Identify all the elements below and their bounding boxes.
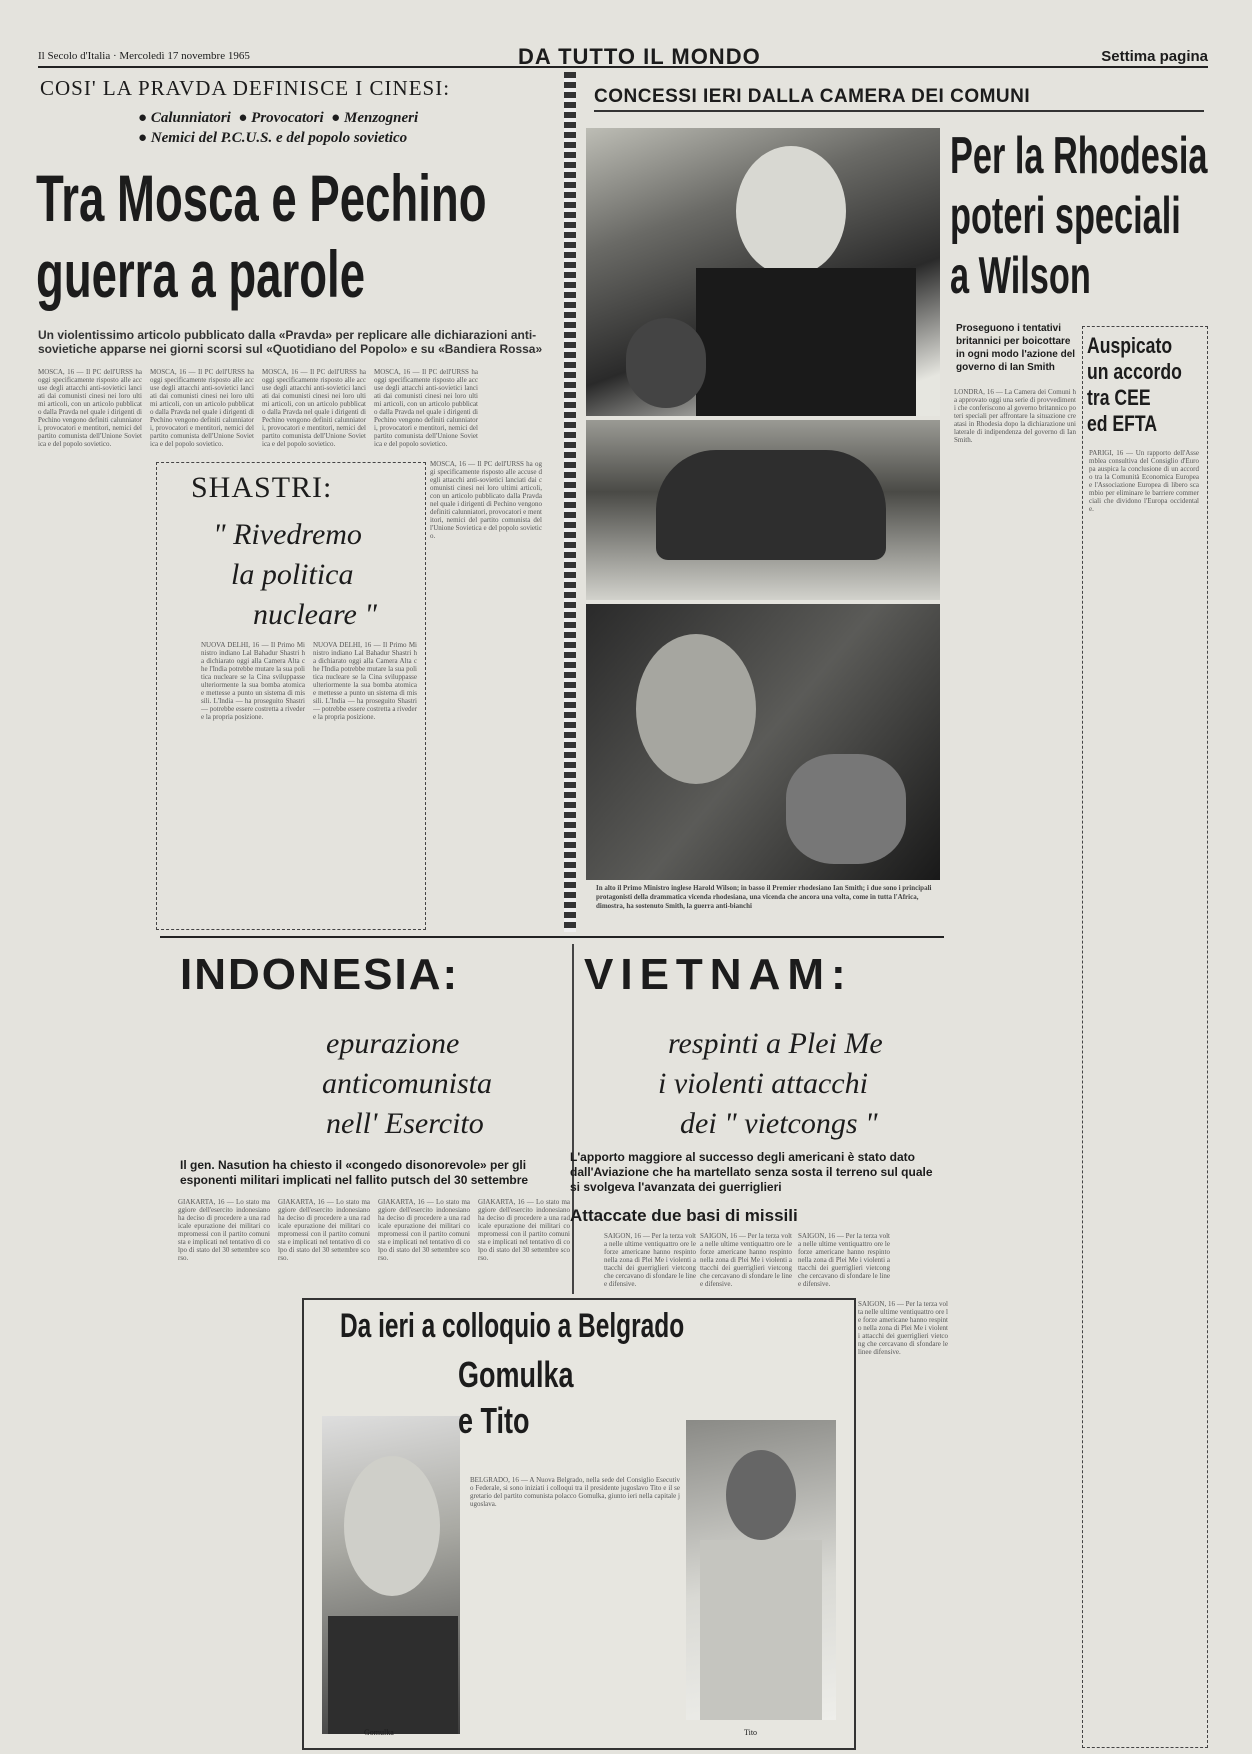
pravda-deck: Un violentissimo articolo pubblicato dalla «Pravda» per replicare alle dichiarazioni anti-sovietiche apparse nei giorni scorsi sul «Quotidiano del Popolo» e su «Bandiera Rossa» bbox=[38, 328, 543, 356]
shastri-quote bbox=[213, 515, 377, 635]
smith-face bbox=[636, 634, 756, 784]
indonesia-title: INDONESIA: bbox=[180, 950, 460, 999]
vietnam-body-col2: SAIGON, 16 — Per la terza volta nelle ultime ventiquattro ore le forze americane hanno respinto nella zona di Plei Me i violenti attacchi dei guerriglieri vietcong che cercavano di sfondare le linee difensive. bbox=[700, 1232, 792, 1288]
indonesia-body-col4: GIAKARTA, 16 — Lo stato maggiore dell'esercito indonesiano ha deciso di procedere a una radicale epurazione dei militari compromessi con il partito comunista e implicati nel tentativo di colpo di stato del 30 settembre scorso. bbox=[478, 1198, 570, 1262]
vietnam-sub-line1: respinti a Plei Me bbox=[668, 1027, 883, 1060]
pravda-bullet-3: Menzogneri bbox=[343, 110, 419, 126]
rhodesia-caption: In alto il Primo Ministro inglese Harold Wilson; in basso il Premier rhodesiano Ian Smith; i due sono i principali protagonisti della drammatica vicenda rhodesiana, una vicenda che ancora una volta, come in tutta l'Africa, dimostra, ha sostenuto Smith, la guerra anti-bianchi bbox=[596, 884, 932, 910]
vietnam-subhead-missili: Attaccate due basi di missili bbox=[570, 1206, 798, 1225]
tito-shirt bbox=[700, 1540, 822, 1720]
belgrado-body: BELGRADO, 16 — A Nuova Belgrado, nella sede del Consiglio Esecutivo Federale, si sono iniziati i colloqui tra il presidente jugoslavo Tito e il segretario del partito comunista polacco Gomulka, giunto ieri nella capitale jugoslava. bbox=[470, 1476, 680, 1508]
belgrado-headline: Da ieri a colloquio a Belgrado bbox=[340, 1307, 685, 1345]
column-divider bbox=[564, 72, 576, 932]
rhodesia-headline-line1: Per la Rhodesia bbox=[950, 127, 1208, 185]
gomulka-coat bbox=[328, 1616, 458, 1734]
rhodesia-kicker: CONCESSI IERI DALLA CAMERA DEI COMUNI bbox=[594, 86, 1204, 112]
smith-photo bbox=[586, 604, 940, 880]
car-shape bbox=[656, 450, 886, 560]
cee-headline-line4: ed EFTA bbox=[1087, 411, 1158, 436]
pravda-bullet-1: Calunniatori bbox=[150, 110, 231, 126]
pravda-bullet-4: Nemici del P.C.U.S. e del popolo sovietico bbox=[150, 130, 408, 146]
pravda-headline-line2: guerra a parole bbox=[36, 237, 366, 311]
cee-headline bbox=[1087, 333, 1211, 443]
tito-face bbox=[726, 1450, 796, 1540]
vietnam-subhead bbox=[658, 1024, 948, 1144]
pravda-body-col4: MOSCA, 16 — Il PC dell'URSS ha oggi specificamente risposto alle accuse degli attacchi anti-sovietici lanciati dai comunisti cinesi nei loro ultimi articoli, con un articolo pubblicato dalla Pravda nel quale i dirigenti di Pechino vengono definiti calunniatori, provocatori e mentitori, nemici del partito comunista dell'Unione Sovietica e del popolo sovietico. bbox=[374, 368, 478, 448]
shastri-quote-line2: la politica bbox=[231, 558, 354, 591]
cee-box bbox=[1082, 326, 1208, 1748]
gomulka-photo bbox=[322, 1416, 460, 1734]
bullet-icon: ● bbox=[138, 110, 148, 126]
bullet-icon: ● bbox=[138, 130, 148, 146]
bullet-icon: ● bbox=[238, 110, 248, 126]
pravda-bullets bbox=[138, 108, 558, 148]
vietnam-body-col4: SAIGON, 16 — Per la terza volta nelle ultime ventiquattro ore le forze americane hanno respinto nella zona di Plei Me i violenti attacchi dei guerriglieri vietcong che cercavano di sfondare le linee difensive. bbox=[858, 1300, 948, 1356]
indonesia-body-col3: GIAKARTA, 16 — Lo stato maggiore dell'esercito indonesiano ha deciso di procedere a una radicale epurazione dei militari compromessi con il partito comunista e implicati nel tentativo di colpo di stato del 30 settembre scorso. bbox=[378, 1198, 470, 1262]
pravda-bullet-2: Provocatori bbox=[251, 110, 324, 126]
gomulka-face bbox=[344, 1456, 440, 1596]
gomulka-caption: Gomulka bbox=[364, 1728, 394, 1737]
cee-headline-line2: un accordo bbox=[1087, 359, 1182, 384]
masthead bbox=[38, 44, 1208, 69]
belgrado-names bbox=[458, 1352, 658, 1472]
vietnam-divider bbox=[572, 944, 574, 1294]
vietnam-deck: L'apporto maggiore al successo degli americani è stato dato dall'Aviazione che ha martellato senza sosta il terreno sul quale si svolgeva l'avanzata dei guerriglieri bbox=[570, 1150, 933, 1194]
rhodesia-headline bbox=[950, 126, 1210, 316]
shastri-name: SHASTRI: bbox=[191, 471, 333, 504]
vietnam-sub-line2: i violenti attacchi bbox=[658, 1067, 868, 1100]
cee-headline-line3: tra CEE bbox=[1087, 385, 1151, 410]
pravda-headline-line1: Tra Mosca e Pechino bbox=[36, 161, 487, 235]
belgrado-box bbox=[302, 1298, 856, 1750]
belgrado-name2: e Tito bbox=[458, 1400, 530, 1441]
wilson-face bbox=[736, 146, 846, 276]
rhodesia-body: LONDRA, 16 — La Camera dei Comuni ha approvato oggi una serie di provvedimenti che conferiscono al governo britannico poteri speciali per affrontare la situazione creatasi in Rhodesia dopo la dichiarazione unilaterale di indipendenza del governo di Ian Smith. bbox=[954, 388, 1076, 444]
tito-photo bbox=[686, 1420, 836, 1720]
wilson-photo bbox=[586, 128, 940, 416]
pravda-headline bbox=[36, 160, 556, 320]
cee-headline-line1: Auspicato bbox=[1087, 333, 1173, 358]
cee-body: PARIGI, 16 — Un rapporto dell'Assemblea consultiva del Consiglio d'Europa auspica la conclusione di un accordo tra la Comunità Economica Europea e l'Associazione Europea di libero scambio per eliminare le barriere commerciali che dividono l'Europa occidentale. bbox=[1089, 449, 1199, 513]
crowd-figure bbox=[786, 754, 906, 864]
pravda-body-col3: MOSCA, 16 — Il PC dell'URSS ha oggi specificamente risposto alle accuse degli attacchi anti-sovietici lanciati dai comunisti cinesi nei loro ultimi articoli, con un articolo pubblicato dalla Pravda nel quale i dirigenti di Pechino vengono definiti calunniatori, provocatori e mentitori, nemici del partito comunista dell'Unione Sovietica e del popolo sovietico. bbox=[262, 368, 366, 448]
indonesia-sub-line2: anticomunista bbox=[322, 1067, 492, 1100]
rhodesia-headline-line3: a Wilson bbox=[950, 247, 1091, 305]
shastri-box bbox=[156, 462, 426, 930]
indonesia-subhead bbox=[322, 1024, 566, 1144]
pravda-body-col1: MOSCA, 16 — Il PC dell'URSS ha oggi specificamente risposto alle accuse degli attacchi anti-sovietici lanciati dai comunisti cinesi nei loro ultimi articoli, con un articolo pubblicato dalla Pravda nel quale i dirigenti di Pechino vengono definiti calunniatori, provocatori e mentitori, nemici del partito comunista dell'Unione Sovietica e del popolo sovietico. bbox=[38, 368, 142, 448]
pravda-kicker: COSI' LA PRAVDA DEFINISCE I CINESI: bbox=[40, 76, 451, 100]
rhodesia-headline-line2: poteri speciali bbox=[950, 187, 1181, 245]
indonesia-deck: Il gen. Nasution ha chiesto il «congedo disonorevole» per gli esponenti militari implicati nel fallito putsch del 30 settembre bbox=[180, 1158, 529, 1187]
vietnam-body-col1: SAIGON, 16 — Per la terza volta nelle ultime ventiquattro ore le forze americane hanno respinto nella zona di Plei Me i violenti attacchi dei guerriglieri vietcong che cercavano di sfondare le linee difensive. bbox=[604, 1232, 696, 1288]
bullet-icon: ● bbox=[331, 110, 341, 126]
vietnam-title: VIETNAM: bbox=[584, 950, 853, 999]
shastri-body-col1: NUOVA DELHI, 16 — Il Primo Ministro indiano Lal Bahadur Shastri ha dichiarato oggi alla Camera Alta che l'India potrebbe mutare la sua politica nucleare se la Cina sviluppasse ulteriormente la sua bomba atomica e mettesse a punto un sistema di missili. L'India — ha proseguito Shastri — potrebbe essere costretta a rivedere la propria posizione. bbox=[201, 641, 305, 721]
belgrado-headline-wrap bbox=[340, 1306, 860, 1346]
vietnam-sub-line3: dei " vietcongs " bbox=[680, 1107, 878, 1140]
tito-caption: Tito bbox=[744, 1728, 758, 1737]
indonesia-sub-line3: nell' Esercito bbox=[326, 1107, 484, 1140]
section-title: DA TUTTO IL MONDO bbox=[518, 44, 761, 69]
car-photo bbox=[586, 420, 940, 600]
microphones bbox=[626, 318, 706, 408]
indonesia-body-col1: GIAKARTA, 16 — Lo stato maggiore dell'esercito indonesiano ha deciso di procedere a una radicale epurazione dei militari compromessi con il partito comunista e implicati nel tentativo di colpo di stato del 30 settembre scorso. bbox=[178, 1198, 270, 1262]
vietnam-body-col3: SAIGON, 16 — Per la terza volta nelle ultime ventiquattro ore le forze americane hanno respinto nella zona di Plei Me i violenti attacchi dei guerriglieri vietcong che cercavano di sfondare le linee difensive. bbox=[798, 1232, 890, 1288]
indonesia-body-col2: GIAKARTA, 16 — Lo stato maggiore dell'esercito indonesiano ha deciso di procedere a una radicale epurazione dei militari compromessi con il partito comunista e implicati nel tentativo di colpo di stato del 30 settembre scorso. bbox=[278, 1198, 370, 1262]
page-number: Settima pagina bbox=[1101, 48, 1208, 65]
shastri-quote-line3: nucleare " bbox=[253, 598, 377, 631]
masthead-date: Il Secolo d'Italia · Mercoledì 17 novembre 1965 bbox=[38, 50, 250, 62]
masthead-rule bbox=[38, 66, 1208, 68]
belgrado-name1: Gomulka bbox=[458, 1354, 574, 1395]
section-rule bbox=[160, 936, 944, 938]
shastri-body-col2: NUOVA DELHI, 16 — Il Primo Ministro indiano Lal Bahadur Shastri ha dichiarato oggi alla Camera Alta che l'India potrebbe mutare la sua politica nucleare se la Cina sviluppasse ulteriormente la sua bomba atomica e mettesse a punto un sistema di missili. L'India — ha proseguito Shastri — potrebbe essere costretta a rivedere la propria posizione. bbox=[313, 641, 417, 721]
pravda-body-col5: MOSCA, 16 — Il PC dell'URSS ha oggi specificamente risposto alle accuse degli attacchi anti-sovietici lanciati dai comunisti cinesi nei loro ultimi articoli, con un articolo pubblicato dalla Pravda nel quale i dirigenti di Pechino vengono definiti calunniatori, provocatori e mentitori, nemici del partito comunista dell'Unione Sovietica e del popolo sovietico. bbox=[430, 460, 542, 540]
wilson-suit bbox=[696, 268, 916, 416]
indonesia-sub-line1: epurazione bbox=[326, 1027, 460, 1060]
shastri-quote-line1: " Rivedremo bbox=[213, 518, 362, 551]
rhodesia-deck: Proseguono i tentativi britannici per boicottare in ogni modo l'azione del governo di Ian Smith bbox=[956, 323, 1076, 373]
pravda-body-col2: MOSCA, 16 — Il PC dell'URSS ha oggi specificamente risposto alle accuse degli attacchi anti-sovietici lanciati dai comunisti cinesi nei loro ultimi articoli, con un articolo pubblicato dalla Pravda nel quale i dirigenti di Pechino vengono definiti calunniatori, provocatori e mentitori, nemici del partito comunista dell'Unione Sovietica e del popolo sovietico. bbox=[150, 368, 254, 448]
